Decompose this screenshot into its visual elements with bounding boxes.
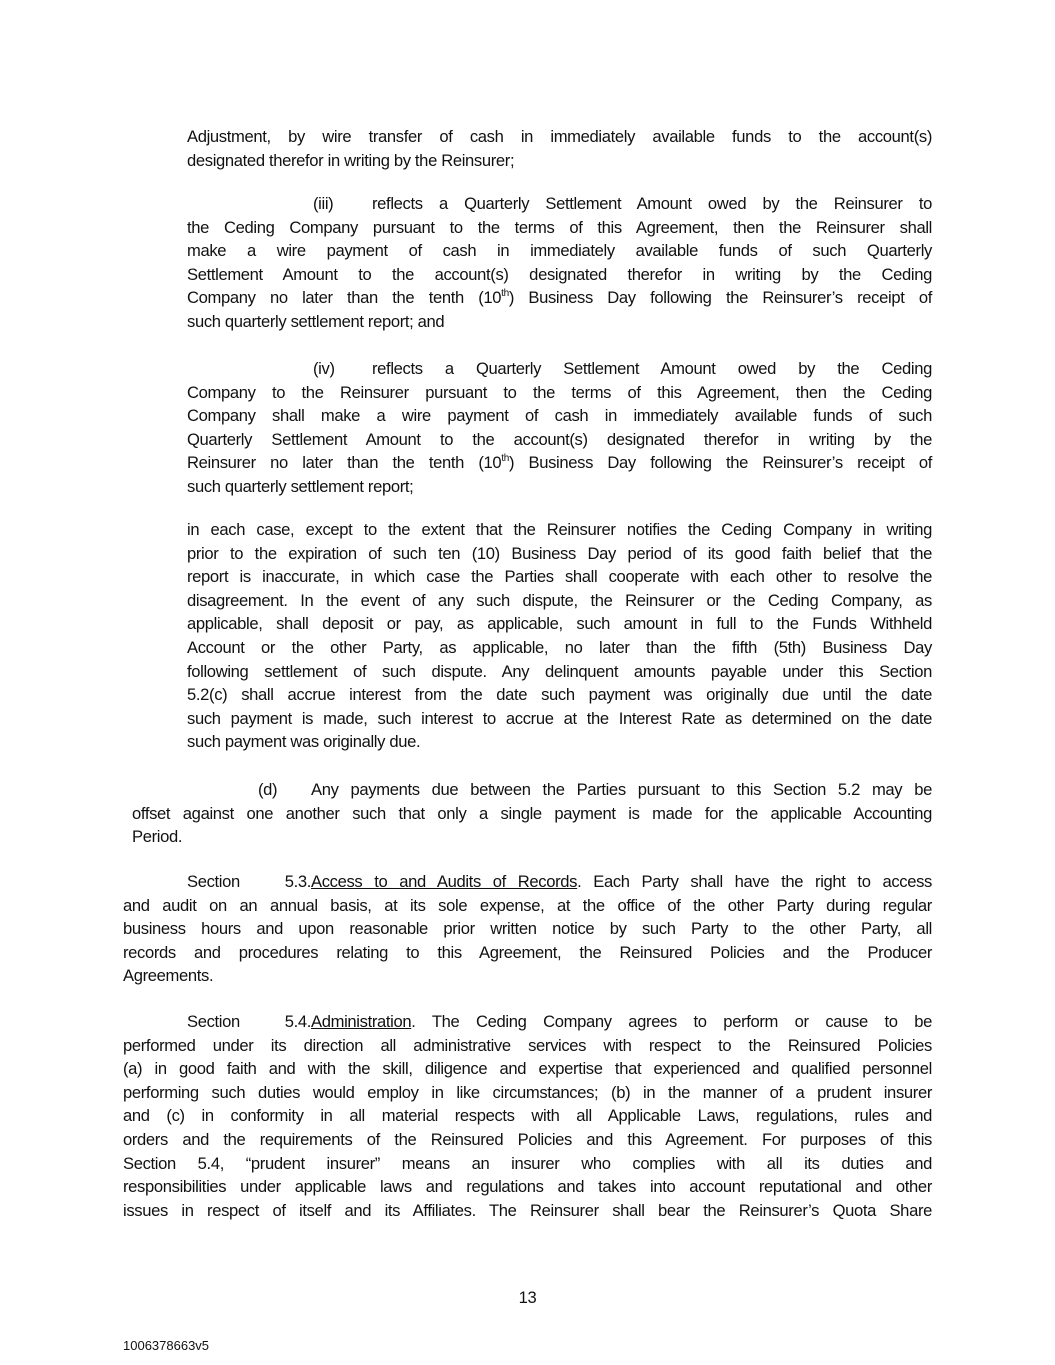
text-line: and audit on an annual basis, at its sole expense, at the office of the other Party during regular <box>123 895 932 915</box>
text-line: such payment is made, such interest to accrue at the Interest Rate as determined on the date <box>187 708 932 728</box>
text-line: performing such duties would employ in like circumstances; (b) in the manner of a prudent insurer <box>123 1082 932 1102</box>
text-line <box>313 192 932 216</box>
text-line-content: reflects a Quarterly Settlement Amount owed by the Ceding <box>372 359 932 378</box>
text-line: such quarterly settlement report; and <box>187 311 445 331</box>
text-line-content: reflects a Quarterly Settlement Amount owed by the Reinsurer to <box>372 194 932 213</box>
text-line: Company to the Reinsurer pursuant to the terms of this Agreement, then the Ceding <box>187 382 932 402</box>
paragraph <box>123 870 932 988</box>
text-line: responsibilities under applicable laws and regulations and takes into account reputational and other <box>123 1177 932 1197</box>
text-line: in each case, except to the extent that the Reinsurer notifies the Ceding Company in writing <box>187 520 932 539</box>
text-line: issues in respect of itself and its Affiliates. The Reinsurer shall bear the Reinsurer’s Quota Share <box>123 1200 932 1220</box>
text-line: orders and the requirements of the Reinsured Policies and this Agreement. For purposes of this <box>123 1129 932 1149</box>
page-number: 13 <box>518 1288 537 1307</box>
paragraph <box>187 357 932 499</box>
text-line: performed under its direction all administrative services with respect to the Reinsured Policies <box>123 1035 932 1055</box>
text-line <box>187 451 932 475</box>
paragraph-label: Section 5.3. <box>187 872 311 891</box>
text-line: 5.2(c) shall accrue interest from the date such payment was originally due until the date <box>187 685 932 705</box>
text-line: such quarterly settlement report; <box>187 476 414 496</box>
text-line: Settlement Amount to the account(s) designated therefor in writing by the Ceding <box>187 264 932 284</box>
text-segment: . The Ceding Company agrees to perform or cause to be <box>411 1012 932 1031</box>
text-segment: ) Business Day following the Reinsurer’s receipt of <box>508 288 932 308</box>
text-segment: Reinsurer no later than the tenth (10 <box>187 453 502 473</box>
text-line: the Ceding Company pursuant to the terms of this Agreement, then the Reinsurer shall <box>187 217 932 237</box>
text-line-content <box>311 1010 932 1034</box>
paragraph <box>187 125 932 172</box>
text-line: Quarterly Settlement Amount to the account(s) designated therefor in writing by the <box>187 429 932 449</box>
section-heading: Administration <box>311 1012 412 1031</box>
paragraph-label: (iii) <box>313 194 334 213</box>
text-line <box>187 1010 932 1034</box>
text-line: report is inaccurate, in which case the Parties shall cooperate with each other to resolve the <box>187 567 932 587</box>
text-line: Account or the other Party, as applicable, no later than the fifth (5th) Business Day <box>187 637 932 657</box>
text-line: offset against one another such that only a single payment is made for the applicable Accounting <box>132 803 932 823</box>
text-line: Adjustment, by wire transfer of cash in immediately available funds to the account(s) <box>187 127 932 146</box>
paragraph <box>187 192 932 334</box>
superscript: th <box>501 288 509 300</box>
text-line-content <box>311 870 932 894</box>
text-line: Agreements. <box>123 966 214 986</box>
text-line: Period. <box>132 827 183 847</box>
text-line <box>313 357 932 381</box>
text-line: and (c) in conformity in all material respects with all Applicable Laws, regulations, rules and <box>123 1106 932 1126</box>
paragraph <box>132 778 932 849</box>
text-line-content: Any payments due between the Parties pursuant to this Section 5.2 may be <box>311 780 932 799</box>
text-line: applicable, shall deposit or pay, as applicable, such amount in full to the Funds Withheld <box>187 614 932 634</box>
text-line: such payment was originally due. <box>187 732 421 752</box>
text-line: business hours and upon reasonable prior written notice by such Party to the other Party, all <box>123 919 932 939</box>
text-segment: Company no later than the tenth (10 <box>187 288 502 308</box>
text-line: prior to the expiration of such ten (10) Business Day period of its good faith belief that the <box>187 543 932 563</box>
paragraph-label: Section 5.4. <box>187 1012 311 1031</box>
text-segment: ) Business Day following the Reinsurer’s receipt of <box>508 453 932 473</box>
text-line: following settlement of such dispute. Any delinquent amounts payable under this Section <box>187 661 932 681</box>
text-line: disagreement. In the event of any such dispute, the Reinsurer or the Ceding Company, as <box>187 590 932 610</box>
paragraph <box>123 1010 932 1222</box>
text-line: make a wire payment of cash in immediately available funds of such Quarterly <box>187 241 932 261</box>
text-line: (a) in good faith and with the skill, diligence and expertise that experienced and qualified personnel <box>123 1059 932 1079</box>
text-line: designated therefor in writing by the Reinsurer; <box>187 150 515 170</box>
text-segment: . Each Party shall have the right to access <box>577 872 932 891</box>
text-line: records and procedures relating to this Agreement, the Reinsured Policies and the Producer <box>123 942 932 962</box>
paragraph-label: (d) <box>258 780 278 799</box>
text-line <box>258 778 932 802</box>
section-heading: Access to and Audits of Records <box>311 872 578 891</box>
document-id: 1006378663v5 <box>123 1338 210 1353</box>
text-line: Section 5.4, “prudent insurer” means an insurer who complies with all its duties and <box>123 1153 932 1173</box>
text-line <box>187 286 932 310</box>
superscript: th <box>501 453 509 465</box>
paragraph <box>187 518 932 754</box>
text-line: Company shall make a wire payment of cash in immediately available funds of such <box>187 406 932 426</box>
text-line <box>187 870 932 894</box>
paragraph-label: (iv) <box>313 359 335 378</box>
